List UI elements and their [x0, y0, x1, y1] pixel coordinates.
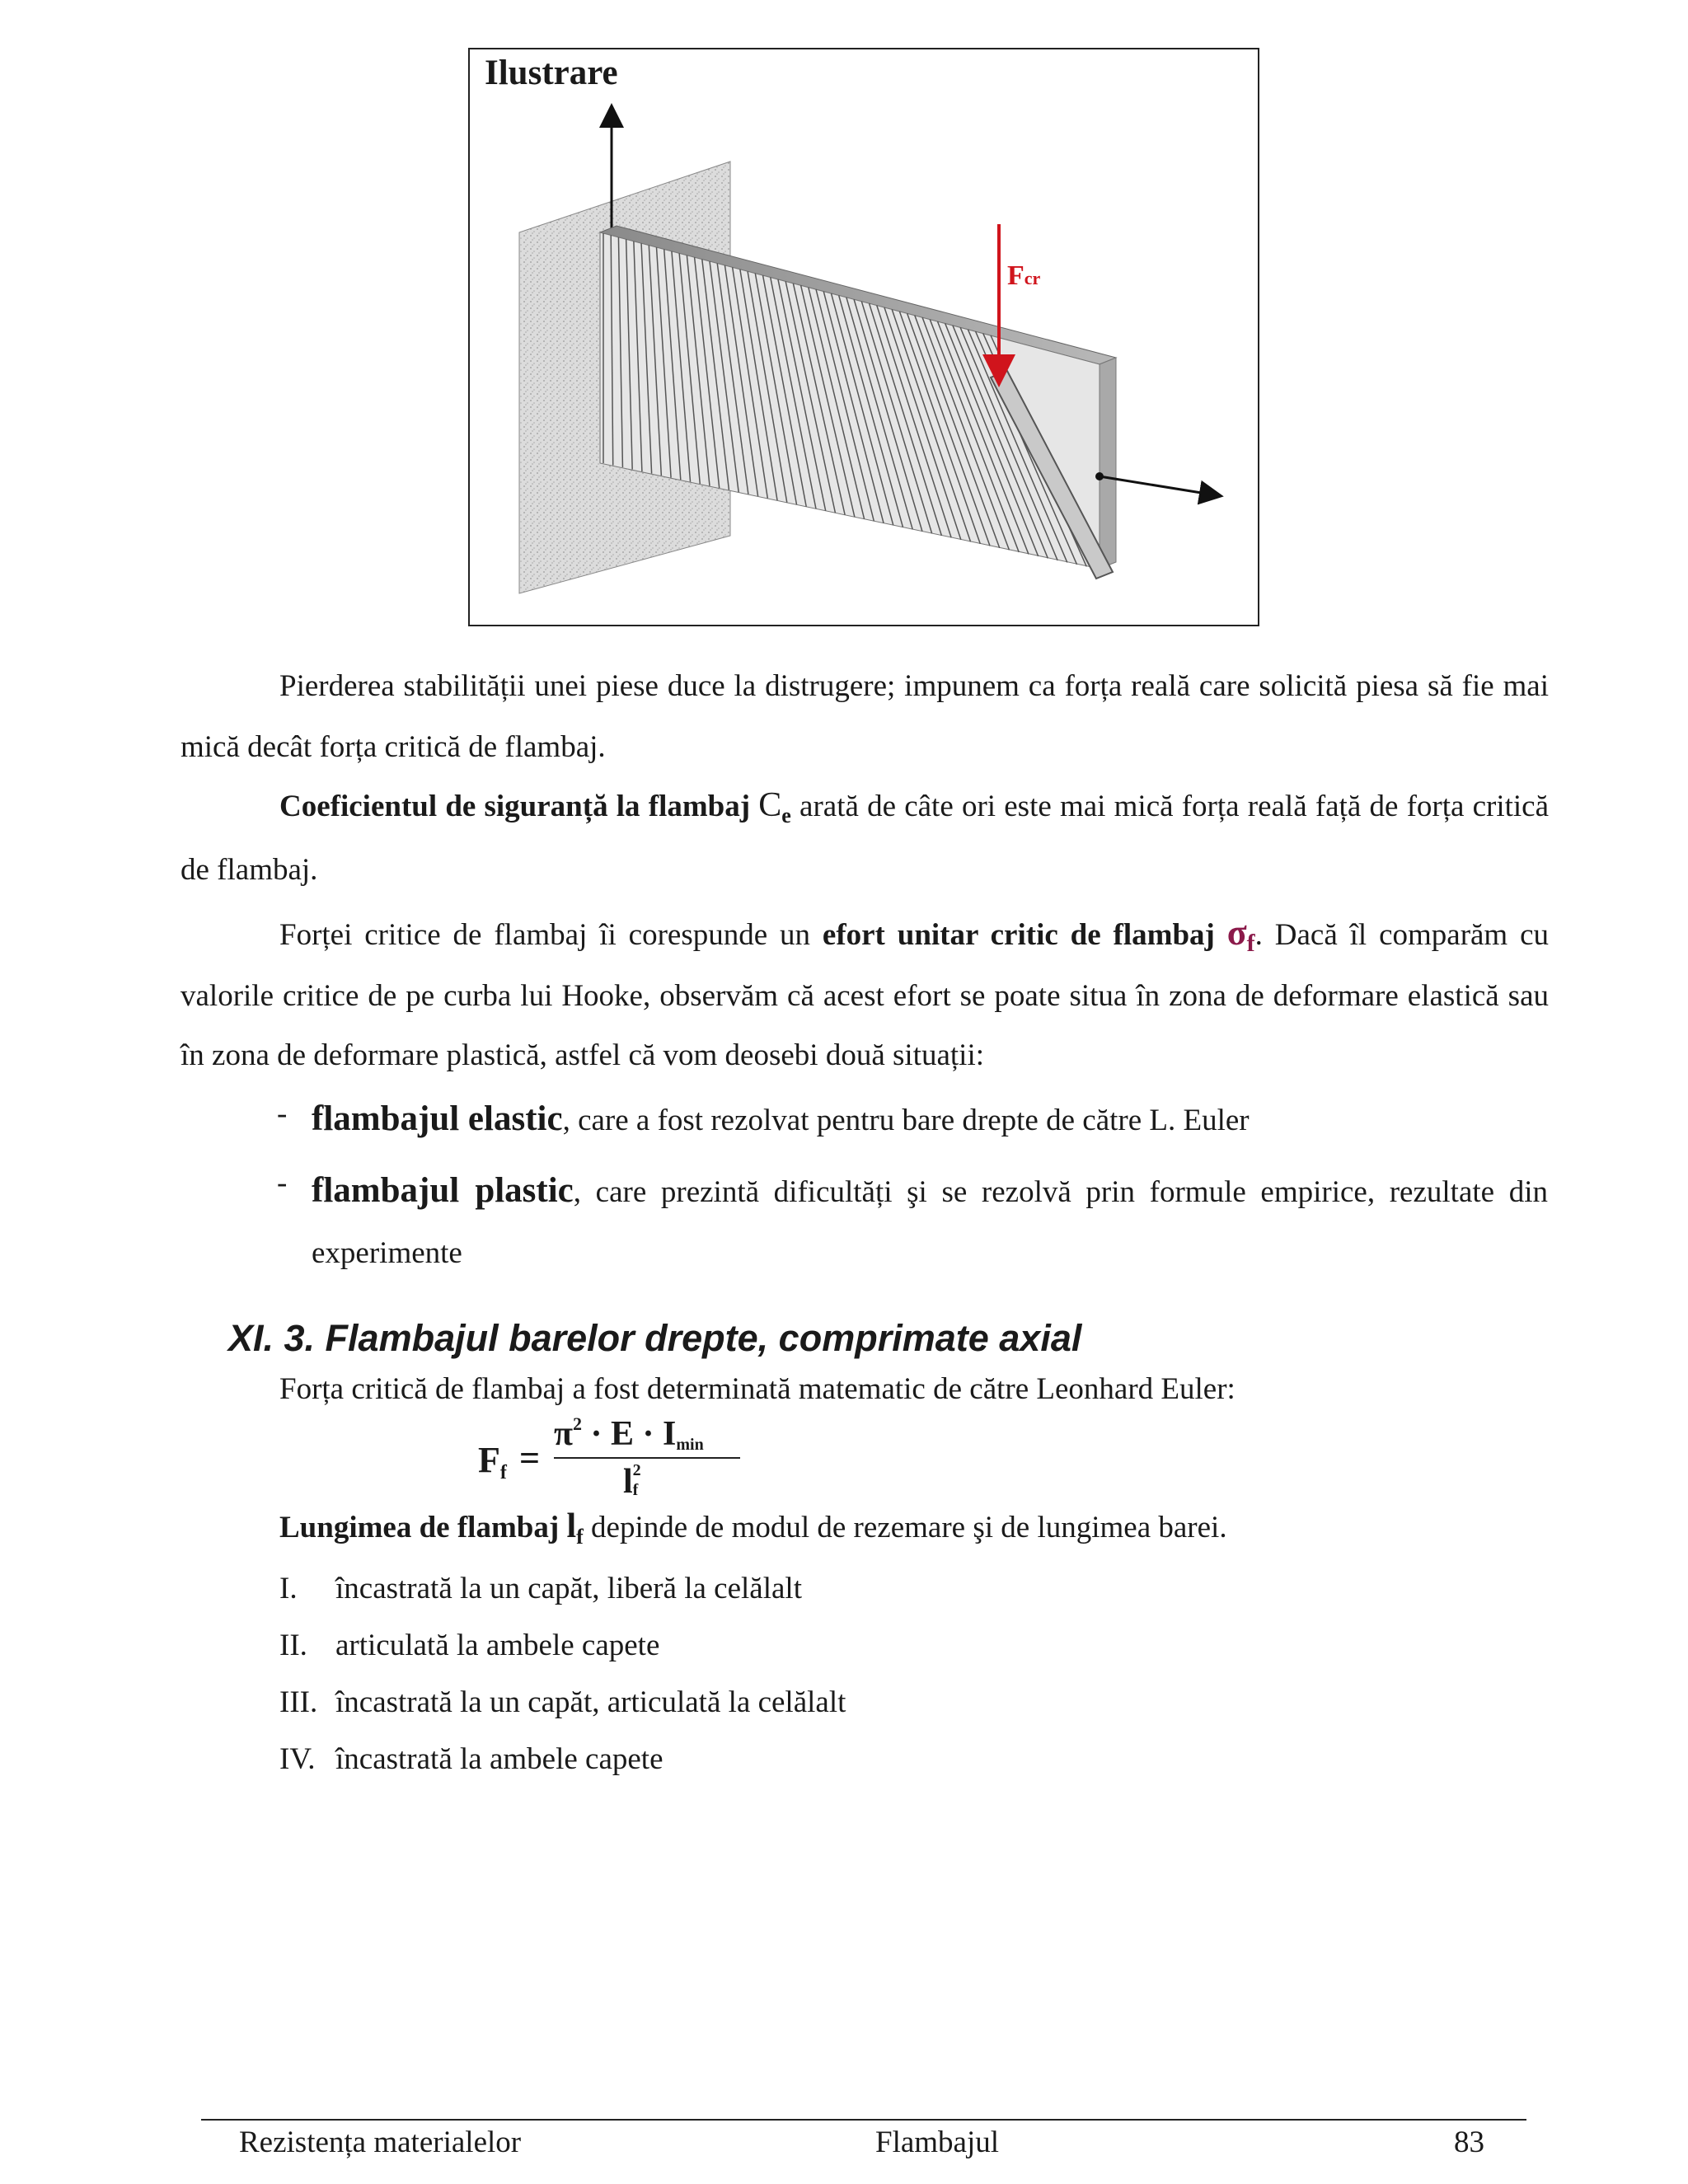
- bullet-elastic: flambajul elastic, care a fost rezolvat pentru bare drepte de către L. Euler: [312, 1099, 1250, 1138]
- paragraph-critical-stress: Forței critice de flambaj îi corespunde un efort unitar critic de flambaj $\sigma_f$. Dacă îl comparăm cu valorile critice de pe curba lui Hooke, observăm că acest efort se poate situa în zona de deformare elastică sau în zona de deformare plastică, astfel că vom deosebi două situații:: [181, 912, 1550, 1072]
- footer-book-title: Rezistența materialelor: [239, 2125, 522, 2159]
- force-label: Fcr: [1007, 260, 1041, 291]
- bullet-dash-1: -: [277, 1097, 288, 1131]
- paragraph-safety-coefficient: Coeficientul de siguranță la flambaj $C_e$ arată de câte ori este mai mică forța reală față de forța critică de flambaj.: [181, 786, 1550, 887]
- footer-rule: [201, 2119, 1526, 2121]
- euler-formula: Ff = $\pi^2 \cdot E \cdot Imin$ l 2 f: [478, 1414, 750, 1513]
- section-intro: Forța critică de flambaj a fost determinată matematic de către Leonhard Euler:: [279, 1372, 1236, 1406]
- bullet-plastic: flambajul plastic, care prezintă dificultăți şi se rezolvă prin formule empirice, rezultate din experimente: [312, 1171, 1548, 1270]
- section-title: XI. 3. Flambajul barelor drepte, comprimate axial: [228, 1317, 1082, 1359]
- bullet-dash-2: -: [277, 1166, 288, 1200]
- page-number: 83: [1454, 2125, 1484, 2159]
- illustration-figure: [468, 48, 1259, 626]
- paragraph-buckling-length: Lungimea de flambaj $l_f$ depinde de modul de rezemare şi de lungimea barei.: [279, 1507, 1227, 1549]
- footer-chapter: Flambajul: [875, 2125, 1000, 2159]
- buckling-illustration: [470, 49, 1258, 625]
- figure-title: Ilustrare: [485, 54, 618, 92]
- paragraph-stability: Pierderea stabilității unei piese duce la distrugere; impunem ca forța reală care solicită piesa să fie mai mică decât forța critică de flambaj.: [181, 669, 1549, 764]
